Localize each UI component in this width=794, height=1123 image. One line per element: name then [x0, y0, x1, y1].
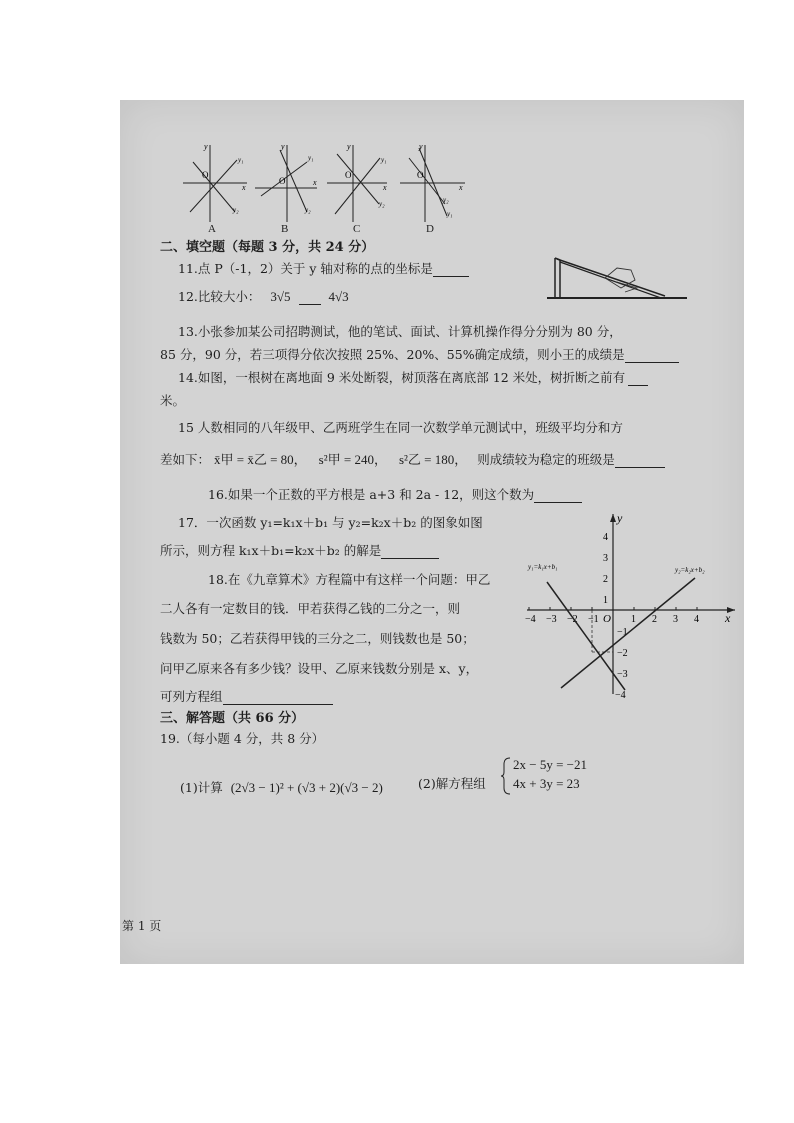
q17-line1: 17．一次函数 y₁=k₁x＋b₁ 与 y₂=k₂x＋b₂ 的图象如图 — [178, 515, 483, 530]
svg-text:x: x — [383, 183, 387, 192]
option-label-b: B — [281, 223, 289, 235]
q16-text: 16.如果一个正数的平方根是 a+3 和 2a - 12，则这个数为 — [208, 487, 582, 503]
svg-text:y: y — [204, 142, 208, 151]
svg-text:y₁: y₁ — [238, 156, 244, 164]
y-tick-label: 4 — [603, 532, 608, 543]
q11-text: 11.点 P（-1，2）关于 y 轴对称的点的坐标是 — [178, 261, 469, 277]
q19-part1: (1)计算 (2√3 − 1)² + (√3 + 2)(√3 − 2) — [180, 780, 383, 795]
y-tick-label: −2 — [617, 648, 628, 659]
exam-page — [120, 100, 744, 964]
q19-part2-label: (2)解方程组 — [418, 776, 486, 791]
x-tick-label: −4 — [525, 614, 536, 625]
svg-text:y₁: y₁ — [381, 156, 387, 164]
x-tick-label: −2 — [567, 614, 578, 625]
svg-text:y₁: y₁ — [447, 210, 453, 218]
q19-eq1: 2x − 5y = −21 — [513, 757, 587, 772]
q17-graph — [525, 510, 740, 701]
svg-text:y: y — [419, 142, 423, 151]
x-tick-label: −1 — [588, 614, 599, 625]
y-axis-label: y — [617, 511, 623, 525]
q18-line4: 问甲乙原来各有多少钱？设甲、乙原来钱数分别是 x、y， — [160, 661, 479, 676]
svg-text:y: y — [281, 142, 285, 151]
svg-text:O: O — [202, 170, 209, 180]
svg-text:y₁: y₁ — [308, 154, 314, 162]
q18-line2: 二人各有一定数目的钱．甲若获得乙钱的二分之一，则 — [160, 601, 461, 616]
q13-line1: 13.小张参加某公司招聘测试，他的笔试、面试、计算机操作得分分别为 80 分， — [178, 324, 622, 339]
q12-b: 4√3 — [328, 289, 349, 304]
option-graph-a — [183, 142, 247, 222]
svg-text:y₂: y₂ — [305, 206, 311, 214]
y-tick-label: −3 — [617, 669, 628, 680]
x-tick-label: 4 — [694, 614, 699, 625]
option-graph-c — [327, 142, 387, 222]
y-tick-label: −4 — [615, 690, 626, 701]
svg-text:y: y — [347, 142, 351, 151]
q12-row: 12.比较大小： 3√5 4√3 — [178, 289, 349, 304]
y-tick-label: −1 — [617, 627, 628, 638]
svg-text:y₂: y₂ — [379, 200, 385, 208]
option-label-d: D — [426, 223, 434, 235]
svg-text:O: O — [417, 170, 424, 180]
q19-eq2: 4x + 3y = 23 — [513, 776, 580, 791]
option-label-a: A — [208, 223, 216, 235]
svg-text:y₂: y₂ — [233, 206, 239, 214]
svg-text:O: O — [279, 176, 286, 186]
q17-line2: 所示，则方程 k₁x＋b₁=k₂x＋b₂ 的解是 — [160, 543, 439, 559]
line1-label: y₁=k₁x+b₁ — [528, 563, 558, 571]
q12-a: 3√5 — [270, 289, 291, 304]
svg-text:x: x — [242, 183, 246, 192]
origin-label: O — [603, 613, 611, 625]
x-tick-label: 2 — [652, 614, 657, 625]
svg-text:x: x — [459, 183, 463, 192]
q14-line1: 14.如图，一根树在离地面 9 米处断裂，树顶落在离底部 12 米处，树折断之前有 — [178, 370, 648, 386]
y-tick-label: 3 — [603, 553, 608, 564]
q14-line2: 米。 — [160, 393, 186, 408]
x-tick-label: 3 — [673, 614, 678, 625]
page-number: 第 1 页 — [122, 919, 162, 933]
q13-line2: 85 分，90 分，若三项得分依次按照 25%、20%、55%确定成绩，则小王的成绩是 — [160, 347, 679, 363]
option-label-c: C — [353, 223, 361, 235]
q19-part1-expr: (2√3 − 1)² + (√3 + 2)(√3 − 2) — [230, 780, 383, 795]
system-brace — [500, 756, 512, 796]
tree-figure — [545, 248, 690, 306]
q18-line5: 可列方程组 — [160, 689, 333, 705]
q15-line2: 差如下： x̄甲 = x̄乙 = 80， s²甲 = 240， s²乙 = 180， 则成绩较为稳定的班级是 — [160, 452, 665, 468]
option-graph-b — [255, 142, 317, 222]
y-tick-label: 2 — [603, 574, 608, 585]
section3-heading: 三、解答题（共 66 分） — [160, 711, 305, 726]
x-axis-label: x — [725, 611, 731, 625]
q18-line1: 18.在《九章算术》方程篇中有这样一个问题：甲乙 — [208, 572, 491, 587]
q19-intro: 19.（每小题 4 分，共 8 分） — [160, 731, 325, 746]
x-tick-label: 1 — [631, 614, 636, 625]
option-graph-d — [400, 142, 465, 222]
svg-text:x: x — [313, 178, 317, 187]
line-y2 — [561, 578, 695, 688]
q18-line3: 钱数为 50；乙若获得甲钱的三分之二，则钱数也是 50； — [160, 631, 475, 646]
svg-text:O: O — [345, 170, 352, 180]
section2-heading: 二、填空题（每题 3 分，共 24 分） — [160, 240, 375, 255]
q15-line1: 15 人数相同的八年级甲、乙两班学生在同一次数学单元测试中，班级平均分和方 — [178, 420, 623, 435]
x-tick-label: −3 — [546, 614, 557, 625]
svg-text:y₂: y₂ — [443, 196, 449, 204]
line2-label: y₂=k₂x+b₂ — [675, 566, 705, 574]
y-tick-label: 1 — [603, 595, 608, 606]
